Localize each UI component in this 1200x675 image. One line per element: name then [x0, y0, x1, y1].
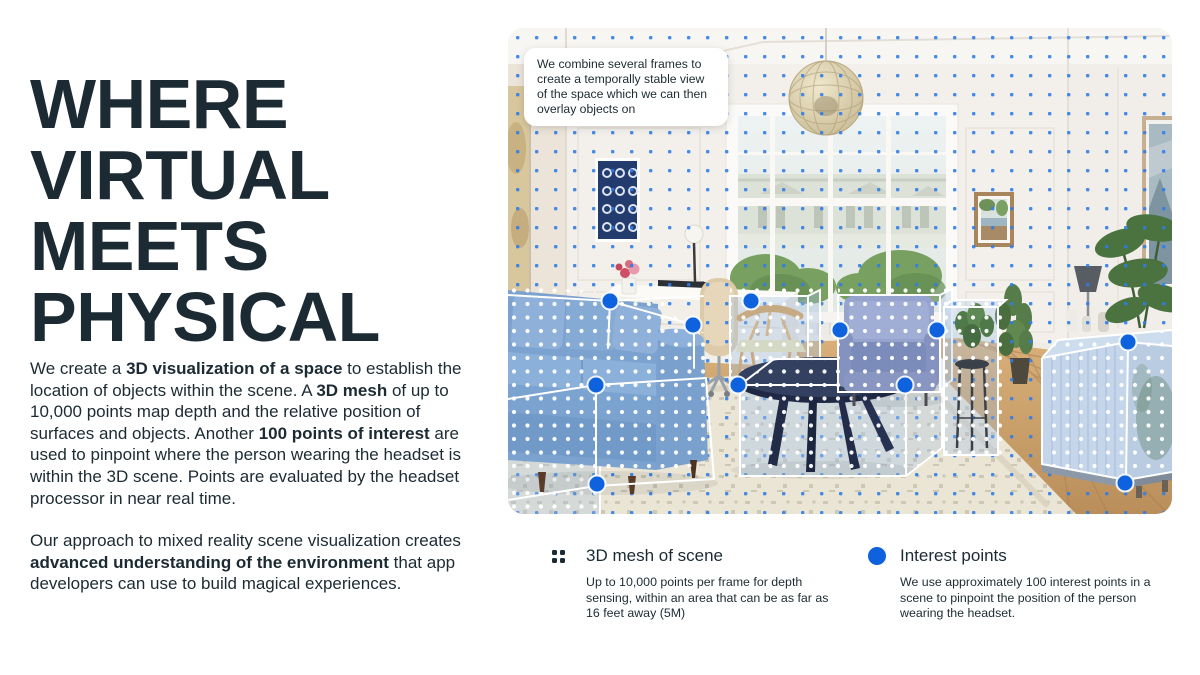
- scene-tooltip: [524, 48, 728, 126]
- title-line: VIRTUAL: [30, 135, 330, 214]
- tooltip-line: create a temporally stable view: [537, 72, 705, 86]
- legend-item-mesh: [552, 546, 842, 622]
- body-copy: [30, 358, 482, 616]
- title-line: PHYSICAL: [30, 277, 380, 356]
- page-title: [30, 64, 380, 356]
- title-line: WHERE: [30, 64, 289, 143]
- legend-interest-title: Interest points: [900, 546, 1007, 565]
- legend-mesh-desc: Up to 10,000 points per frame for depth sensing, within an area that can be as far as 16 feet away (5M): [586, 575, 829, 621]
- approach-paragraph: Our approach to mixed reality scene visualization creates advanced understanding of the environment that app developers can use to build magical experiences.: [30, 531, 461, 594]
- interest-point-icon: [868, 547, 886, 565]
- mesh-dots-icon: [552, 550, 565, 563]
- legend-interest-desc: We use approximately 100 interest points in a scene to pinpoint the position of the person wearing the headset.: [900, 575, 1151, 621]
- room-scene-svg: [508, 28, 1172, 514]
- legend-mesh-title: 3D mesh of scene: [586, 546, 724, 565]
- title-line: MEETS: [30, 206, 269, 285]
- tooltip-line: of the space which we can then: [537, 87, 708, 101]
- intro-paragraph: We create a 3D visualization of a space to establish the location of objects within the scene. A 3D mesh of up to 10,000 points map depth and the relative position of surfaces and objects. Another 100 points of interest are used to pinpoint where the person wearing the headset is within the 3D scene. Points are evaluated by the headset processor in near real time.: [30, 359, 462, 508]
- room-visualization: [508, 28, 1172, 514]
- tooltip-line: overlay objects on: [537, 102, 636, 116]
- tooltip-line: We combine several frames to: [537, 57, 702, 71]
- legend-item-interest: [868, 546, 1156, 622]
